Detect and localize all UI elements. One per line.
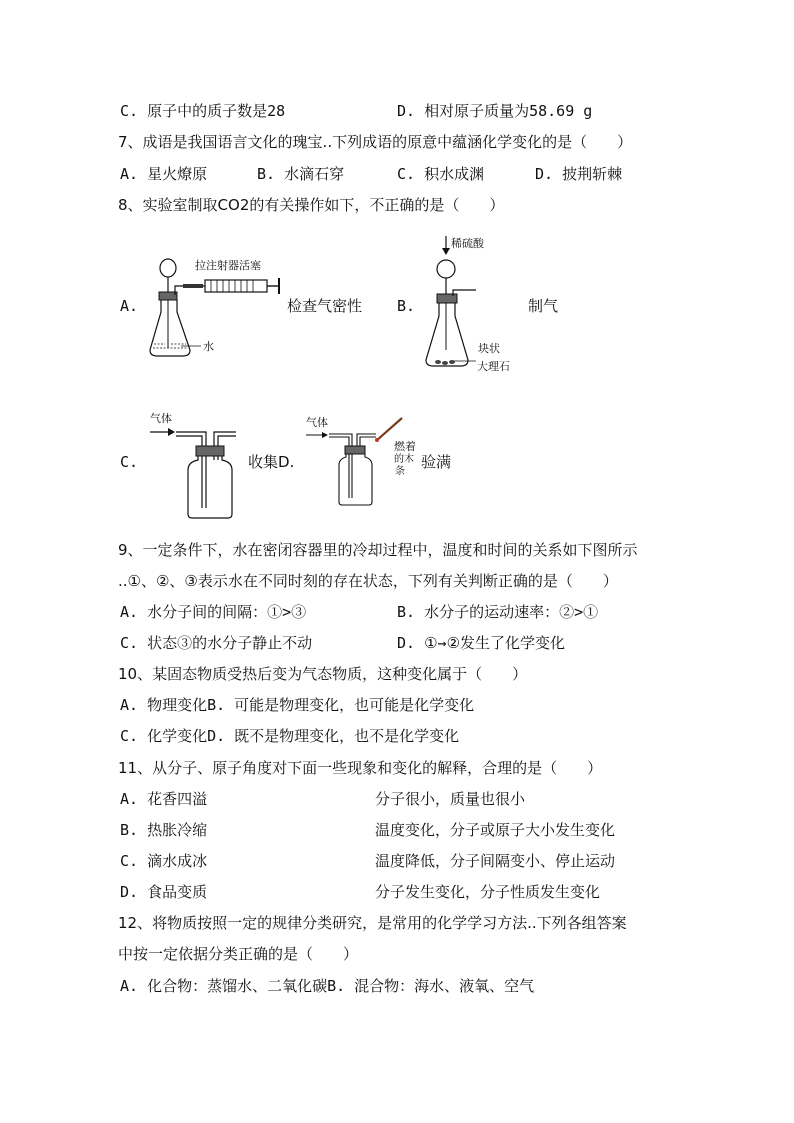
q8-option-a-label: A. bbox=[120, 297, 139, 315]
gas-generation-apparatus bbox=[420, 232, 530, 377]
q11-row-a-phenomenon: A. 花香四溢 bbox=[120, 790, 208, 808]
q9-stem-line-1: 9、一定条件下，水在密闭容器里的冷却过程中，温度和时间的关系如下图所示 bbox=[118, 541, 638, 559]
q11-row-c-explanation: 温度降低，分子间隔变小、停止运动 bbox=[375, 852, 616, 870]
fig-d-gas-label: 气体 bbox=[306, 416, 328, 429]
q9-option-c: C. 状态③的水分子静止不动 bbox=[120, 634, 313, 652]
q9-option-a: A. 水分子间的间隔：①>③ bbox=[120, 603, 307, 621]
q11-row-c-phenomenon: C. 滴水成冰 bbox=[120, 852, 208, 870]
q7-option-a: A. 星火燎原 bbox=[120, 165, 208, 183]
q11-row-b-explanation: 温度变化，分子或原子大小发生变化 bbox=[375, 821, 616, 839]
gas-full-test-apparatus bbox=[302, 414, 422, 509]
q10-options-line-1: A. 物理变化B. 可能是物理变化，也可能是化学变化 bbox=[120, 696, 475, 714]
q8-option-b-label: B. bbox=[397, 297, 416, 315]
q12-stem-line-1: 12、将物质按照一定的规律分类研究，是常用的化学学习方法..下列各组答案 bbox=[118, 914, 627, 932]
q8-stem: 8、实验室制取CO2的有关操作如下，不正确的是（ ） bbox=[118, 196, 505, 214]
q12-stem-line-2: 中按一定依据分类正确的是（ ） bbox=[118, 945, 359, 963]
q6-option-d: D. 相对原子质量为58.69 g bbox=[397, 102, 593, 120]
fig-b-solid-label-1: 块状 bbox=[478, 342, 500, 355]
q11-stem: 11、从分子、原子角度对下面一些现象和变化的解释，合理的是（ ） bbox=[118, 759, 603, 777]
fig-b-acid-label: 稀硫酸 bbox=[451, 237, 484, 250]
q11-row-b-phenomenon: B. 热胀冷缩 bbox=[120, 821, 208, 839]
q10-options-line-2: C. 化学变化D. 既不是物理变化，也不是化学变化 bbox=[120, 727, 460, 745]
q8-option-a-caption: 检查气密性 bbox=[287, 297, 363, 315]
q7-option-b: B. 水滴石穿 bbox=[257, 165, 345, 183]
q8-option-c-caption: 收集D. bbox=[248, 453, 295, 471]
fig-b-solid-label-2: 大理石 bbox=[477, 360, 510, 373]
q7-option-c: C. 积水成渊 bbox=[397, 165, 485, 183]
gas-collection-bottle bbox=[146, 408, 246, 520]
q10-stem: 10、某固态物质受热后变为气态物质，这种变化属于（ ） bbox=[118, 665, 528, 683]
q7-stem: 7、成语是我国语言文化的瑰宝..下列成语的原意中蕴涵化学变化的是（ ） bbox=[118, 133, 633, 151]
q9-stem-line-2: ..①、②、③表示水在不同时刻的存在状态，下列有关判断正确的是（ ） bbox=[118, 572, 618, 590]
fig-c-gas-label: 气体 bbox=[150, 412, 172, 425]
q8-option-c-label: C. bbox=[120, 453, 139, 471]
airtightness-check-apparatus bbox=[145, 250, 295, 360]
q6-option-c: C. 原子中的质子数是28 bbox=[120, 102, 286, 120]
fig-d-stick-label-3: 条 bbox=[395, 466, 405, 477]
fig-a-plunger-label: 拉注射器活塞 bbox=[195, 259, 261, 272]
fig-d-stick-label-2: 的木 bbox=[394, 454, 414, 465]
q11-row-d-explanation: 分子发生变化，分子性质发生变化 bbox=[375, 883, 601, 901]
q7-option-d: D. 披荆斩棘 bbox=[535, 165, 623, 183]
q12-options-line-1: A. 化合物：蒸馏水、二氧化碳B. 混合物：海水、液氧、空气 bbox=[120, 977, 535, 995]
fig-a-water-label: 水 bbox=[203, 340, 214, 353]
q9-option-b: B. 水分子的运动速率：②>① bbox=[397, 603, 599, 621]
q11-row-d-phenomenon: D. 食品变质 bbox=[120, 883, 208, 901]
fig-d-stick-label-1: 燃着 bbox=[394, 440, 416, 453]
q9-option-d: D. ①→②发生了化学变化 bbox=[397, 634, 566, 652]
q8-option-d-caption: 验满 bbox=[421, 453, 452, 471]
q8-option-b-caption: 制气 bbox=[528, 297, 559, 315]
q11-row-a-explanation: 分子很小，质量也很小 bbox=[375, 790, 526, 808]
